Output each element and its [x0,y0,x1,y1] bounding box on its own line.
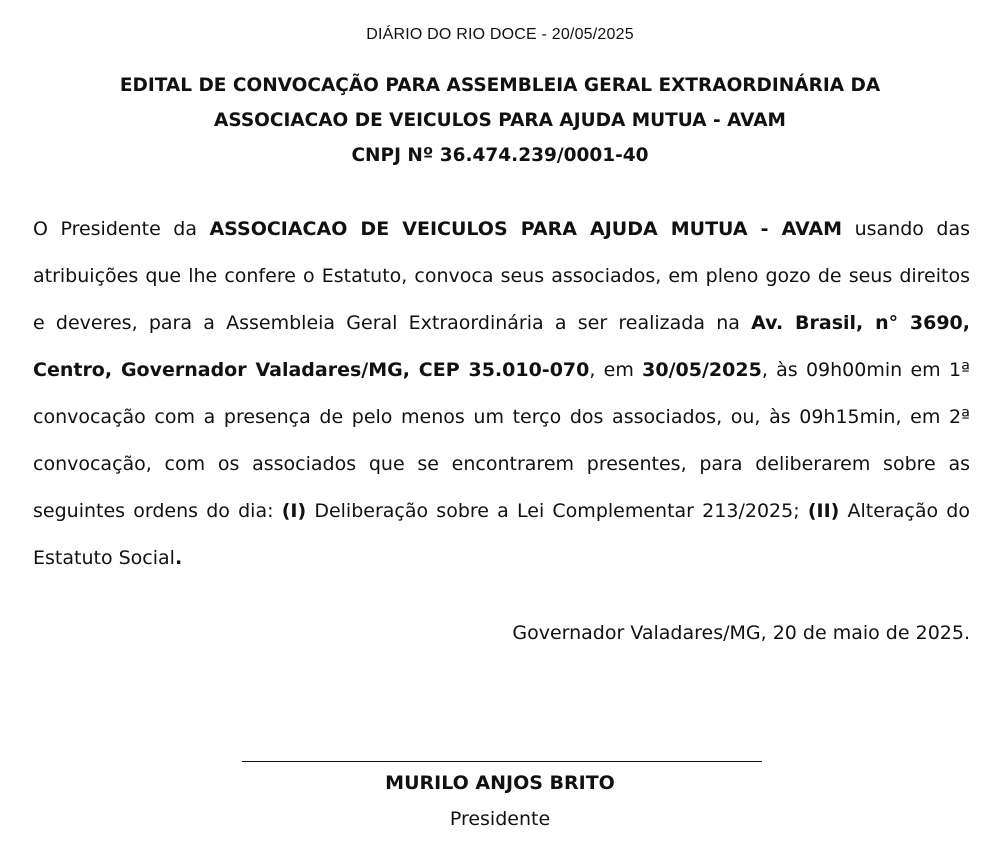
agenda-item-2-text: Alteração do Estatuto Social [33,500,970,569]
final-period: . [174,547,183,569]
agenda-item-2-label: (II) [807,500,840,522]
title-line-2: ASSOCIACAO DE VEICULOS PARA AJUDA MUTUA - AVAM [214,110,786,131]
association-name: ASSOCIACAO DE VEICULOS PARA AJUDA MUTUA - AVAM [209,218,843,240]
notice-body [33,206,970,582]
body-text-4: , às 09h00min em 1ª convocação com a presença de pelo menos um terço dos associados, ou, às 09h15min, em 2ª convocação, com os associados que se encontrarem presentes, para deliberarem sobre as seguintes ordens do dia: [33,359,970,522]
place-and-date: Governador Valadares/MG, 20 de maio de 2025. [512,622,970,644]
meeting-date: 30/05/2025 [642,359,762,381]
agenda-item-1-text: Deliberação sobre a Lei Complementar 213/2025; [306,500,808,522]
body-text-1: O Presidente da [33,218,210,240]
title-line-3-cnpj: CNPJ Nº 36.474.239/0001-40 [351,145,649,166]
signer-role: Presidente [449,808,551,830]
notice-title [60,68,940,173]
title-line-1: EDITAL DE CONVOCAÇÃO PARA ASSEMBLEIA GERAL EXTRAORDINÁRIA DA [119,75,881,96]
body-text-3: , em [589,359,643,381]
signer-name: MURILO ANJOS BRITO [385,772,615,794]
signature-line [242,761,762,762]
body-text-2: usando das atribuições que lhe confere o Estatuto, convoca seus associados, em pleno gozo de seus direitos e deveres, para a Assembleia Geral Extraordinária a ser realizada na [33,218,971,334]
agenda-item-1-label: (I) [281,500,307,522]
meeting-address: Av. Brasil, n° 3690, Centro, Governador Valadares/MG, CEP 35.010-070 [33,312,970,381]
publication-header: DIÁRIO DO RIO DOCE - 20/05/2025 [366,26,634,43]
